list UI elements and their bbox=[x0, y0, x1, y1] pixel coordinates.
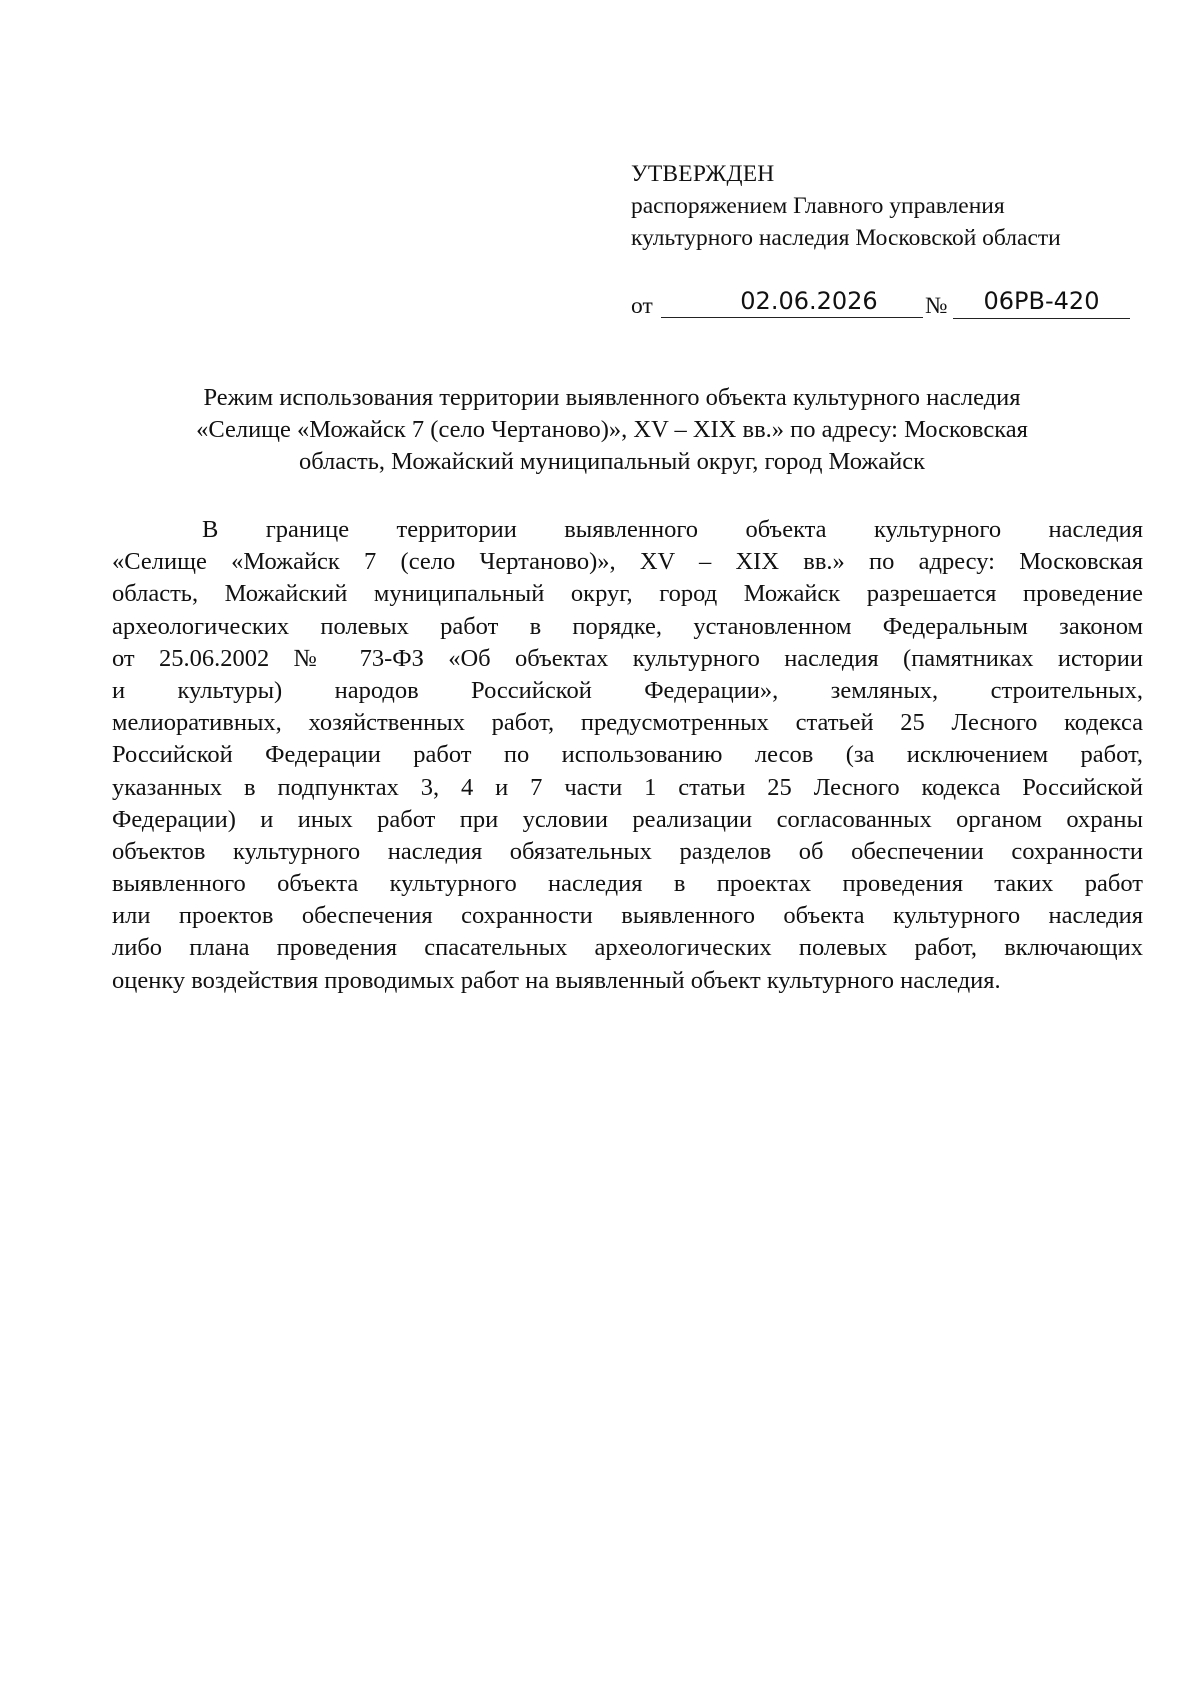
title-line: Режим использования территории выявленного объекта культурного наследия bbox=[203, 384, 1021, 411]
body-line: или проектов обеспечения сохранности выявленного объекта культурного наследия bbox=[112, 902, 1143, 930]
body-line: либо плана проведения спасательных археологических полевых работ, включающих bbox=[112, 934, 1143, 962]
date-label: от bbox=[631, 293, 653, 319]
body-line: объектов культурного наследия обязательных разделов об обеспечении сохранности bbox=[112, 837, 1143, 865]
body-line: археологических полевых работ в порядке, установленном Федеральным законом bbox=[112, 612, 1143, 640]
body-line: мелиоративных, хозяйственных работ, предусмотренных статьей 25 Лесного кодекса bbox=[112, 709, 1143, 737]
body-line: Российской Федерации работ по использованию лесов (за исключением работ, bbox=[112, 741, 1143, 769]
body-line: и культуры) народов Российской Федерации», земляных, строительных, bbox=[112, 676, 1143, 704]
body-line: от 25.06.2002 № 73-ФЗ «Об объектах культурного наследия (памятниках истории bbox=[112, 644, 1143, 672]
decree-date: 02.06.2026 bbox=[661, 284, 923, 318]
decree-reference bbox=[631, 284, 1131, 320]
body-line: выявленного объекта культурного наследия в проектах проведения таких работ bbox=[112, 870, 1143, 898]
body-line: оценку воздействия проводимых работ на выявленный объект культурного наследия. bbox=[112, 966, 1001, 994]
decree-number: 06РВ-420 bbox=[953, 284, 1130, 319]
body-line: В границе территории выявленного объекта культурного наследия bbox=[202, 516, 1143, 543]
body-line: область, Можайский муниципальный округ, город Можайск разрешается проведение bbox=[112, 580, 1143, 608]
body-line: Федерации) и иных работ при условии реализации согласованных органом охраны bbox=[112, 805, 1143, 833]
approval-authority-line-1: распоряжением Главного управления bbox=[631, 193, 1005, 219]
approval-title: УТВЕРЖДЕН bbox=[631, 161, 775, 187]
document-title bbox=[112, 382, 1112, 478]
number-label: № bbox=[925, 293, 948, 319]
approval-stamp bbox=[631, 158, 1151, 254]
title-line: область, Можайский муниципальный округ, город Можайск bbox=[298, 448, 926, 475]
body-line: «Селище «Можайск 7 (село Чертаново)», XV – XIX вв.» по адресу: Московская bbox=[112, 548, 1143, 576]
title-line: «Селище «Можайск 7 (село Чертаново)», XV – XIX вв.» по адресу: Московская bbox=[196, 416, 1028, 443]
body-paragraph bbox=[112, 514, 1143, 997]
body-line: указанных в подпунктах 3, 4 и 7 части 1 статьи 25 Лесного кодекса Российской bbox=[112, 773, 1143, 801]
approval-authority-line-2: культурного наследия Московской области bbox=[631, 225, 1061, 251]
